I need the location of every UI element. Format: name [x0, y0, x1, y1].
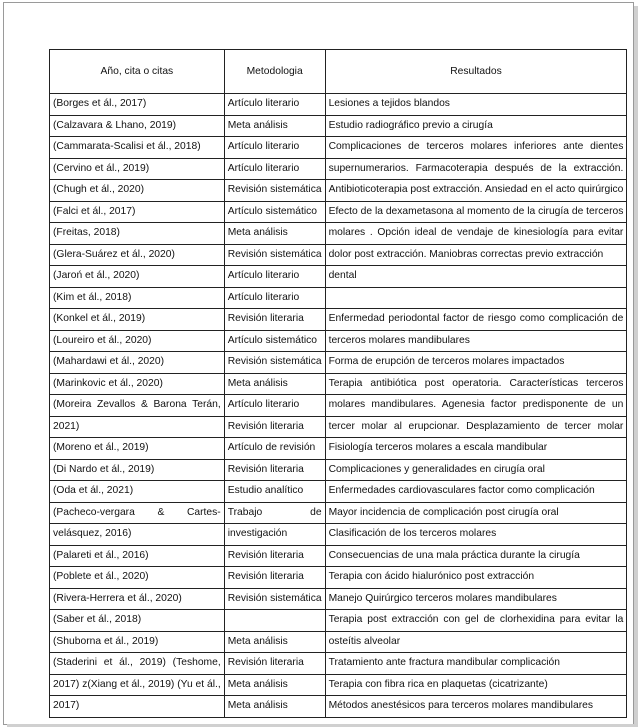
table-row	[50, 696, 627, 718]
cell-cita: 2017) z(Xiang et ál., 2019) (Yu et ál.,	[50, 674, 225, 696]
cell-metodologia: Revisión sistemática	[224, 180, 325, 202]
table-row	[50, 545, 627, 567]
table-row	[50, 674, 627, 696]
cell-resultado: osteítis alveolar	[325, 631, 627, 653]
table-row	[50, 610, 627, 632]
cell-cita: 2017)	[50, 696, 225, 718]
cell-cita: (Poblete et ál., 2020)	[50, 567, 225, 589]
table-row	[50, 180, 627, 202]
cell-metodologia: Artículo sistemático	[224, 201, 325, 223]
cell-metodologia: Trabajo de	[224, 502, 325, 524]
cell-metodologia: Artículo sistemático	[224, 330, 325, 352]
table-row	[50, 438, 627, 460]
table-row	[50, 588, 627, 610]
cell-cita: (Oda et ál., 2021)	[50, 481, 225, 503]
table-row	[50, 244, 627, 266]
cell-resultado	[325, 287, 627, 309]
cell-metodologia: Revisión literaria	[224, 545, 325, 567]
cell-resultado: Clasificación de los terceros molares	[325, 524, 627, 546]
cell-cita: (Freitas, 2018)	[50, 223, 225, 245]
cell-resultado: Forma de erupción de terceros molares impactados	[325, 352, 627, 374]
cell-metodologia: Meta análisis	[224, 373, 325, 395]
cell-cita: (Staderini et ál., 2019) (Teshome,	[50, 653, 225, 675]
cell-resultado: molares mandibulares. Agenesia factor predisponente de un	[325, 395, 627, 417]
cell-metodologia	[224, 610, 325, 632]
cell-cita: (Konkel et ál., 2019)	[50, 309, 225, 331]
cell-resultado: Consecuencias de una mala práctica durante la cirugía	[325, 545, 627, 567]
cell-metodologia: Revisión sistemática	[224, 244, 325, 266]
cell-resultado: dental	[325, 266, 627, 288]
table-row	[50, 94, 627, 116]
table-row	[50, 137, 627, 159]
frame-shadow-right	[634, 6, 638, 726]
cell-cita: (Cervino et ál., 2019)	[50, 158, 225, 180]
cell-resultado: Enfermedad periodontal factor de riesgo como complicación de	[325, 309, 627, 331]
cell-metodologia: Meta análisis	[224, 631, 325, 653]
cell-resultado: Terapia con fibra rica en plaquetas (cicatrizante)	[325, 674, 627, 696]
cell-cita: (Rivera-Herrera et ál., 2020)	[50, 588, 225, 610]
cell-resultado: Terapia post extracción con gel de clorhexidina para evitar la	[325, 610, 627, 632]
cell-metodologia: Meta análisis	[224, 115, 325, 137]
cell-metodologia: Revisión sistemática	[224, 588, 325, 610]
cell-metodologia: Artículo literario	[224, 94, 325, 116]
table-row	[50, 567, 627, 589]
cell-resultado: Fisiología terceros molares a escala mandibular	[325, 438, 627, 460]
cell-cita: (Mahardawi et ál., 2020)	[50, 352, 225, 374]
cell-cita: (Moreira Zevallos & Barona Terán,	[50, 395, 225, 417]
cell-metodologia: Meta análisis	[224, 696, 325, 718]
cell-metodologia: Revisión literaria	[224, 459, 325, 481]
cell-resultado: Estudio radiográfico previo a cirugía	[325, 115, 627, 137]
header-row	[50, 50, 627, 94]
cell-resultado: Terapia con ácido hialurónico post extracción	[325, 567, 627, 589]
table-row	[50, 309, 627, 331]
table-row	[50, 459, 627, 481]
cell-resultado: Antibioticoterapia post extracción. Ansiedad en el acto quirúrgico	[325, 180, 627, 202]
cell-resultado: molares . Opción ideal de vendaje de kinesiología para evitar	[325, 223, 627, 245]
table-row	[50, 287, 627, 309]
table-row	[50, 330, 627, 352]
cell-cita: (Chugh et ál., 2020)	[50, 180, 225, 202]
table-row	[50, 481, 627, 503]
cell-metodologia: Revisión literaria	[224, 653, 325, 675]
cell-metodologia: Estudio analítico	[224, 481, 325, 503]
table-row	[50, 524, 627, 546]
cell-cita: (Palareti et ál., 2016)	[50, 545, 225, 567]
header-metodologia: Metodologia	[224, 50, 325, 94]
cell-cita: (Loureiro et ál., 2020)	[50, 330, 225, 352]
cell-cita: (Kim et ál., 2018)	[50, 287, 225, 309]
cell-cita: (Shuborna et ál., 2019)	[50, 631, 225, 653]
cell-cita: (Calzavara & Lhano, 2019)	[50, 115, 225, 137]
cell-resultado: Complicaciones y generalidades en cirugía oral	[325, 459, 627, 481]
cell-metodologia: Artículo literario	[224, 158, 325, 180]
cell-metodologia: Revisión sistemática	[224, 352, 325, 374]
cell-cita: (Di Nardo et ál., 2019)	[50, 459, 225, 481]
cell-metodologia: Artículo literario	[224, 266, 325, 288]
cell-cita: velásquez, 2016)	[50, 524, 225, 546]
cell-metodologia: Meta análisis	[224, 674, 325, 696]
cell-metodologia: Artículo literario	[224, 395, 325, 417]
cell-cita: (Cammarata-Scalisi et ál., 2018)	[50, 137, 225, 159]
cell-cita: (Glera-Suárez et ál., 2020)	[50, 244, 225, 266]
cell-resultado: Tratamiento ante fractura mandibular complicación	[325, 653, 627, 675]
cell-metodologia: Artículo literario	[224, 137, 325, 159]
table-row	[50, 158, 627, 180]
cell-resultado: terceros molares mandibulares	[325, 330, 627, 352]
cell-metodologia: investigación	[224, 524, 325, 546]
table-row	[50, 653, 627, 675]
cell-cita: (Moreno et ál., 2019)	[50, 438, 225, 460]
cell-cita: 2021)	[50, 416, 225, 438]
cell-resultado: Manejo Quirúrgico terceros molares mandibulares	[325, 588, 627, 610]
cell-metodologia: Revisión literaria	[224, 416, 325, 438]
table-row	[50, 115, 627, 137]
cell-cita: (Pacheco-vergara & Cartes-	[50, 502, 225, 524]
cell-resultado: Efecto de la dexametasona al momento de la cirugía de terceros	[325, 201, 627, 223]
cell-cita: (Jaroń et ál., 2020)	[50, 266, 225, 288]
table-row	[50, 223, 627, 245]
cell-metodologia: Meta análisis	[224, 223, 325, 245]
table-row	[50, 416, 627, 438]
cell-resultado: Complicaciones de terceros molares inferiores ante dientes	[325, 137, 627, 159]
table-row	[50, 201, 627, 223]
cell-resultado: tercer molar al erupcionar. Desplazamiento de tercer molar	[325, 416, 627, 438]
header-resultados: Resultados	[325, 50, 627, 94]
table-row	[50, 395, 627, 417]
table-row	[50, 266, 627, 288]
cell-cita: (Borges et ál., 2017)	[50, 94, 225, 116]
table-row	[50, 502, 627, 524]
cell-metodologia: Revisión literaria	[224, 309, 325, 331]
cell-resultado: Enfermedades cardiovasculares factor como complicación	[325, 481, 627, 503]
cell-cita: (Saber et ál., 2018)	[50, 610, 225, 632]
cell-resultado: Lesiones a tejidos blandos	[325, 94, 627, 116]
table-row	[50, 352, 627, 374]
cell-metodologia: Revisión literaria	[224, 567, 325, 589]
cell-resultado: Mayor incidencia de complicación post cirugía oral	[325, 502, 627, 524]
literature-table	[49, 49, 627, 718]
header-cita: Año, cita o citas	[50, 50, 225, 94]
cell-resultado: Métodos anestésicos para terceros molares mandibulares	[325, 696, 627, 718]
table-row	[50, 373, 627, 395]
cell-cita: (Marinkovic et ál., 2020)	[50, 373, 225, 395]
cell-metodologia: Artículo literario	[224, 287, 325, 309]
cell-metodologia: Artículo de revisión	[224, 438, 325, 460]
cell-cita: (Falci et ál., 2017)	[50, 201, 225, 223]
table-row	[50, 631, 627, 653]
cell-resultado: Terapia antibiótica post operatoria. Características terceros	[325, 373, 627, 395]
cell-resultado: dolor post extracción. Maniobras correctas previo extracción	[325, 244, 627, 266]
cell-resultado: supernumerarios. Farmacoterapia después de la extracción.	[325, 158, 627, 180]
